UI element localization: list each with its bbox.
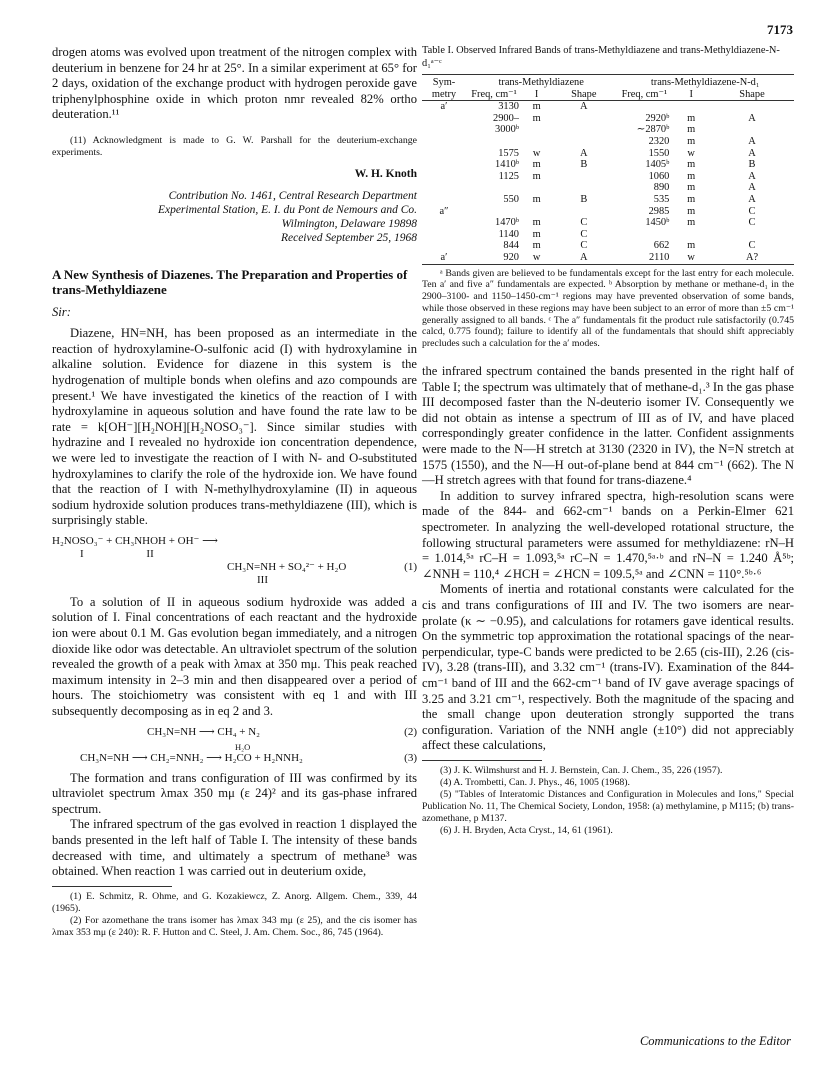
table-cell: 1405ᵇ xyxy=(645,159,670,171)
table-cell: m xyxy=(687,240,696,252)
col-freq-right: Freq, cm⁻¹ xyxy=(621,88,668,100)
affiliation-line-1: Contribution No. 1461, Central Research Department xyxy=(168,189,417,202)
table-cell: C xyxy=(580,228,588,240)
table-cell: w xyxy=(532,147,541,159)
table-row xyxy=(422,229,794,241)
table-cell xyxy=(551,182,616,194)
table-row xyxy=(422,159,794,171)
eq1-label-i: I xyxy=(80,547,84,560)
table-caption: Table I. Observed Infrared Bands of trans-Methyldiazene and trans-Methyldiazene-N-d₁ᵃ⁻ᶜ xyxy=(422,45,780,69)
footnote-2: (2) For azomethane the trans isomer has λmax 343 mμ (ε 25), and the cis isomer has λmax 353 mμ (ε 240): R. F. Hutton and C. Steel, J. Am. Chem. Soc., 86, 745 (1964). xyxy=(52,914,417,938)
group-header-right: trans-Methyldiazene-N-d₁ xyxy=(650,77,760,88)
footnote-11: (11) Acknowledgment is made to G. W. Parshall for the deuterium-exchange experiments. xyxy=(52,134,417,158)
eq1-product-label: III xyxy=(257,573,268,586)
eq3-text: CH₃N=NH ⟶ CH₂=NNH₂ ⟶ H₂CO + H₂NNH₂ xyxy=(80,751,303,764)
equation-2 xyxy=(52,726,417,739)
article-title: A New Synthesis of Diazenes. The Preparation and Properties of trans-Methyldiazene xyxy=(52,266,408,297)
table-cell xyxy=(422,113,466,125)
eq3-over: H₂O xyxy=(235,741,251,752)
table-cell xyxy=(522,206,551,218)
table-cell: A? xyxy=(745,251,759,263)
table-cell: 3000ᵇ xyxy=(495,124,519,136)
eq1-products: CH₃N=NH + SO₄²⁻ + H₂O xyxy=(227,560,347,573)
table-notes: ᵃ Bands given are believed to be fundamentals except for the last entry for each molecule. Ten a′ and five a″ fundamentals are expected. ᵇ Absorption by methane or methane-d₁ in the 2900–3100- and 1150–1450-cm⁻¹ regions may have prevented observation of some bands, while those observed in these regions may have been subject to an error of more than ±5 cm⁻¹ generally assigned to all bands. ᶜ The a″ fundamentals fit the product rule satisfactorily (0.745 calcd, 0.775 found); failure to identify all of the fundamentals that should shift appreciably precludes such a calculation for the a′ modes. xyxy=(422,267,794,350)
table-cell xyxy=(422,194,466,206)
table-cell: 2110 xyxy=(648,251,670,263)
right-paragraph-1: the infrared spectrum contained the bands presented in the right half of Table I; the spectrum was ultimately that of methane-d₁.³ In the gas phase III decomposed faster than the N-deuterio isomer IV. Consequently we did not obtain as intense a spectrum of III as of IV, and have placed correspondingly greater confidence in the latter. Confident assignments were made to the N—H stretch at 3130 (2320 in IV), the N=N stretch at 1575 (1550), and the N—H out-of-plane bend at 844 cm⁻¹ (662). The N—H stretch agrees with that found for trans-diazene.⁴ xyxy=(422,364,794,488)
eq1-reactants: H₂NOSO₃⁻ + CH₃NHOH + OH⁻ ⟶ xyxy=(52,534,218,547)
table-cell: m xyxy=(532,101,541,113)
paragraph-2: To a solution of II in aqueous sodium hydroxide was added a solution of I. Final concentrations of each reactant and the hydroxide ion were about 0.1 M. Gas evolution began immediately, and a nitrogen dioxide like odor was detectable. An ultraviolet spectrum of the solution revealed the growth of a peak with λmax at 350 mμ. This peak reached maximum intensity in 2–3 min and then disappeared over a period of hours. The stoichiometry was consistent with eq 1 and with III subsequently decomposing as in eq 2 and 3. xyxy=(52,594,417,719)
table-cell: w xyxy=(687,147,695,159)
affiliation-line-3: Wilmington, Delaware 19898 xyxy=(281,217,417,230)
footnote-5: (5) "Tables of Interatomic Distances and Configuration in Molecules and Ions," Special Publication No. 11, The Chemical Society, London, 1958: (a) methylamine, p M115; (b) trans-azomethane, p M137. xyxy=(422,788,794,824)
table-cell: 1550 xyxy=(648,147,670,159)
eq3-number: (3) xyxy=(404,751,417,764)
col-shape-right: Shape xyxy=(739,88,765,100)
equation-3 xyxy=(52,743,417,765)
table-cell: A xyxy=(580,251,588,263)
table-cell: m xyxy=(532,228,541,240)
col-freq-left: Freq, cm⁻¹ xyxy=(471,88,517,100)
author-name: W. H. Knoth xyxy=(354,167,417,180)
table-cell: m xyxy=(687,112,696,124)
eq1-label-ii: II xyxy=(146,547,154,560)
table-row xyxy=(422,124,794,136)
table-cell xyxy=(551,171,616,183)
page-number: 7173 xyxy=(767,22,793,37)
col-i-right: I xyxy=(689,88,693,100)
table-cell: C xyxy=(580,217,588,229)
table-cell: a″ xyxy=(439,205,449,217)
table-cell xyxy=(551,206,616,218)
right-paragraph-2: In addition to survey infrared spectra, high-resolution scans were made of the 844- and 662-cm⁻¹ bands on a Perkin-Elmer 621 spectrometer. In analyzing the well-developed rotational structure, the following structural parameters were assumed for methyldiazene: rN–H = 1.014,⁵ᵃ rC–H = 1.093,⁵ᵃ rC–N = 1.470,⁵ᵃ·ᵇ and rN–N = 1.240 Å⁵ᵇ; ∠NNH = 110,⁴ ∠HCH = ∠HCN = 109.5,⁵ᵃ and ∠CNN = 110°.⁵ᵇ·⁶ xyxy=(422,488,794,581)
table-cell: A xyxy=(580,147,588,159)
table-row xyxy=(422,136,794,148)
table-cell: m xyxy=(532,112,541,124)
table-cell: m xyxy=(532,193,541,205)
table-cell: 1575 xyxy=(498,147,519,159)
table-cell xyxy=(422,217,466,229)
table-cell xyxy=(522,124,551,136)
right-paragraph-3: Moments of inertia and rotational constants were calculated for the cis and trans configurations of III and IV. The two isomers are near-prolate (κ ∼ −0.95), and calculations for rotamers gave identical results. On the symmetric top approximation the rotational spacings of the near-perpendicular, type-C bands were predicted to be 2.65 (cis-III), 2.26 (cis-IV), 3.28 (trans-III), and 3.32 cm⁻¹ (trans-IV). Examination of the 844-cm⁻¹ band of III and the 662-cm⁻¹ band of IV gave average spacings of 3.25 and 3.21 cm⁻¹, respectively. Both the magnitude of the spacing and the small change upon deuteration strongly supported the trans configuration. Variation of the NNH angle (±10°) did not appreciably affect these calculations, xyxy=(422,582,794,753)
table-cell: C xyxy=(580,240,588,252)
table-cell xyxy=(672,229,710,241)
table-cell xyxy=(522,136,551,148)
paragraph-1: Diazene, HN=NH, has been proposed as an intermediate in the reaction of hydroxylamine-O-sulfonic acid (I) with hydroxylamine in alkaline solution. Evidence for diazene in this system is the hydrogenation of multiple bonds when olefins and azo compounds are present.¹ We have investigated the kinetics of the reaction of I with hydroxylamine in aqueous solution and have found the rate law to be rate = k[OH⁻][H₂NOH][H₂NOSO₃⁻]. Since similar studies with hydrazine and I revealed no hydroxide ion concentration dependence, we were led to investigate the reaction of I with N- and O-substituted hydroxylamines to clarify the role of the hydroxide ion. We have found that the reaction of I with N-methylhydroxylamine (II) in aqueous sodium hydroxide solution produces trans-methyldiazene (III), which is surprisingly stable. xyxy=(52,326,417,528)
table-cell xyxy=(710,124,794,136)
eq1-number: (1) xyxy=(404,560,417,573)
footnote-4: (4) A. Trombetti, Can. J. Phys., 46, 1005 (1968). xyxy=(440,776,630,788)
ir-bands-table xyxy=(422,74,794,264)
table-cell xyxy=(422,148,466,160)
eq2-number: (2) xyxy=(404,725,417,738)
table-cell: 844 xyxy=(503,240,519,252)
salutation: Sir: xyxy=(52,304,71,319)
col-shape-left: Shape xyxy=(571,88,597,100)
affiliation-line-2: Experimental Station, E. I. du Pont de Nemours and Co. xyxy=(157,203,417,216)
table-cell: w xyxy=(532,251,541,263)
paragraph-4: The infrared spectrum of the gas evolved in reaction 1 displayed the bands presented in the left half of Table I. The intensity of these bands decreased with time, and ultimately a spectrum of methane³ was obtained. When reaction 1 was carried out in deuterium oxide, xyxy=(52,817,417,879)
eq2-text: CH₃N=NH ⟶ CH₄ + N₂ xyxy=(147,725,261,738)
table-cell: m xyxy=(687,159,696,171)
table-cell: m xyxy=(687,124,696,136)
table-cell xyxy=(616,229,672,241)
table-cell: A xyxy=(748,170,756,182)
table-cell: 2985 xyxy=(648,205,670,217)
table-row xyxy=(422,113,794,125)
table-cell: 1060 xyxy=(648,170,670,182)
table-row xyxy=(422,206,794,218)
table-cell xyxy=(522,182,551,194)
table-cell xyxy=(466,182,522,194)
table-cell xyxy=(422,171,466,183)
table-cell xyxy=(466,206,522,218)
table-cell: A xyxy=(748,112,756,124)
footnote-1: (1) E. Schmitz, R. Ohme, and G. Kozakiewcz, Z. Anorg. Allgem. Chem., 339, 44 (1965). xyxy=(52,890,417,914)
table-cell xyxy=(422,136,466,148)
table-cell: B xyxy=(580,193,588,205)
table-cell: C xyxy=(748,205,756,217)
table-cell xyxy=(616,101,672,113)
table-cell xyxy=(551,113,616,125)
table-cell: 550 xyxy=(503,193,519,205)
table-cell: 890 xyxy=(653,182,670,194)
table-cell: ∼2870ᵇ xyxy=(636,124,670,136)
table-row xyxy=(422,240,794,252)
table-cell: m xyxy=(687,182,696,194)
right-column xyxy=(422,45,794,837)
table-cell xyxy=(422,124,466,136)
table-cell xyxy=(710,229,794,241)
table-cell xyxy=(466,136,522,148)
page-footer: Communications to the Editor xyxy=(639,1034,791,1048)
table-cell: 1410ᵇ xyxy=(495,159,519,171)
table-cell: 2920ᵇ xyxy=(645,112,670,124)
table-cell: A xyxy=(748,147,756,159)
received-date: Received September 25, 1968 xyxy=(280,231,417,244)
table-row xyxy=(422,194,794,206)
table-cell: m xyxy=(687,135,696,147)
table-cell: m xyxy=(687,217,696,229)
table-cell: 662 xyxy=(653,240,670,252)
table-cell: B xyxy=(748,159,756,171)
table-cell xyxy=(551,136,616,148)
left-column xyxy=(52,45,417,939)
col-symmetry: Sym-metry xyxy=(431,77,457,100)
table-cell: A xyxy=(748,135,756,147)
table-cell: C xyxy=(748,217,756,229)
group-header-left: trans-Methyldiazene xyxy=(498,77,584,88)
table-row xyxy=(422,148,794,160)
table-cell: a′ xyxy=(440,251,448,263)
table-cell: 1140 xyxy=(498,228,519,240)
table-cell: m xyxy=(687,170,696,182)
table-cell: 1470ᵇ xyxy=(495,217,519,229)
footnote-3: (3) J. K. Wilmshurst and H. J. Bernstein, Can. J. Chem., 35, 226 (1957). xyxy=(440,764,723,776)
table-cell: 1125 xyxy=(498,170,519,182)
table-cell xyxy=(422,159,466,171)
table-row xyxy=(422,101,794,113)
table-cell xyxy=(422,229,466,241)
table-cell: m xyxy=(532,240,541,252)
table-row xyxy=(422,171,794,183)
table-cell: 920 xyxy=(503,251,519,263)
table-cell: 1450ᵇ xyxy=(645,217,670,229)
table-cell: m xyxy=(532,217,541,229)
table-cell: a′ xyxy=(440,101,448,113)
table-cell: m xyxy=(687,193,696,205)
footnote-rule-right xyxy=(422,760,542,761)
table-cell: C xyxy=(748,240,756,252)
table-row xyxy=(422,182,794,194)
table-cell xyxy=(710,101,794,113)
table-cell: A xyxy=(748,193,756,205)
table-cell: w xyxy=(687,251,695,263)
table-cell: A xyxy=(748,182,756,194)
table-cell: m xyxy=(687,205,696,217)
footnote-6: (6) J. H. Bryden, Acta Cryst., 14, 61 (1961). xyxy=(440,824,613,836)
table-cell xyxy=(551,124,616,136)
table-row xyxy=(422,252,794,264)
table-cell: 3130 xyxy=(498,101,519,113)
table-row xyxy=(422,217,794,229)
table-cell: m xyxy=(532,159,541,171)
table-cell xyxy=(422,182,466,194)
table-cell: 2900– xyxy=(493,112,519,124)
table-cell xyxy=(672,101,710,113)
footnote-rule xyxy=(52,886,172,887)
table-cell: B xyxy=(580,159,588,171)
table-cell: 535 xyxy=(653,193,670,205)
table-cell: 2320 xyxy=(648,135,670,147)
table-cell xyxy=(422,240,466,252)
intro-paragraph: drogen atoms was evolved upon treatment of the nitrogen complex with deuterium in benzene for 24 hr at 25°. In a similar experiment at 65° for 2 days, oxidation of the exchange product with hydrogen peroxide gave triphenylphosphine oxide in which proton nmr revealed 82% ortho deuteration.¹¹ xyxy=(52,45,417,122)
col-i-left: I xyxy=(534,88,539,100)
paragraph-3: The formation and trans configuration of III was confirmed by its ultraviolet spectrum λmax 350 mμ (ε 24)² and its gas-phase infrared spectrum. xyxy=(52,770,417,816)
equation-1 xyxy=(52,535,417,587)
table-cell: A xyxy=(580,101,588,113)
table-cell: m xyxy=(532,170,541,182)
